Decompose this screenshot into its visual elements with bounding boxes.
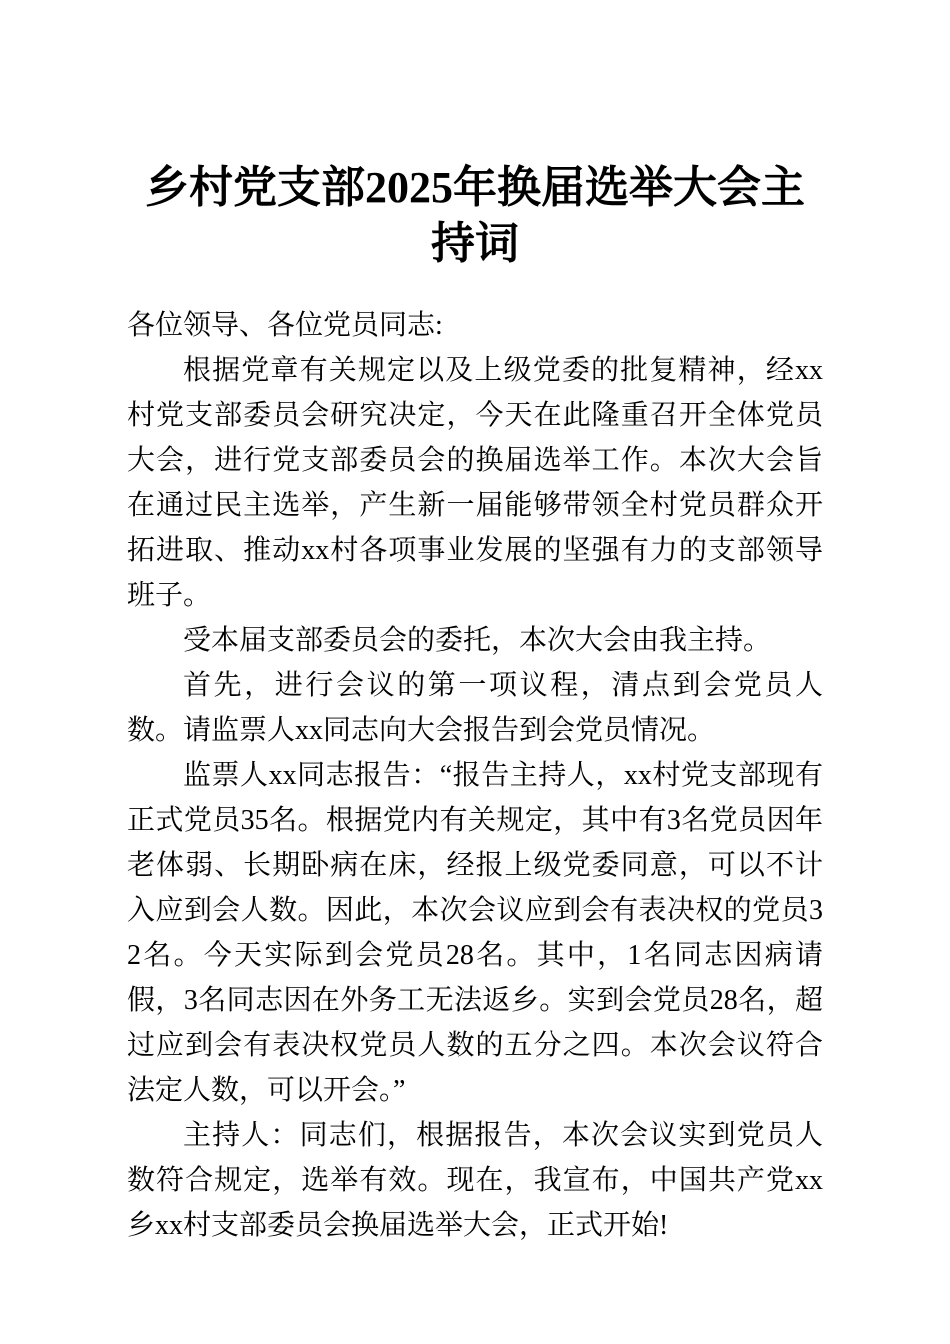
paragraph-teller-report: 监票人xx同志报告：“报告主持人，xx村党支部现有正式党员35名。根据党内有关规定，其中有3名党员因年老体弱、长期卧病在床，经报上级党委同意，可以不计入应到会人数。因此，本次会议应到会有表决权的党员32名。今天实际到会党员28名。其中，1名同志因病请假，3名同志因在外务工无法返乡。实到会党员28名，超过应到会有表决权党员人数的五分之四。本次会议符合法定人数，可以开会。” [127, 759, 823, 1106]
paragraph-first-agenda: 首先，进行会议的第一项议程，清点到会党员人数。请监票人xx同志向大会报告到会党员情况。 [127, 669, 823, 746]
paragraph-host-announcement: 主持人：同志们，根据报告，本次会议实到党员人数符合规定，选举有效。现在，我宣布，中国共产党xx乡xx村支部委员会换届选举大会，正式开始! [127, 1119, 823, 1241]
document-body [127, 303, 823, 1248]
paragraph-salutation: 各位领导、各位党员同志: [127, 309, 443, 341]
paragraph-opening: 根据党章有关规定以及上级党委的批复精神，经xx村党支部委员会研究决定，今天在此隆重召开全体党员大会，进行党支部委员会的换届选举工作。本次大会旨在通过民主选举，产生新一届能够带领全村党员群众开拓进取、推动xx村各项事业发展的坚强有力的支部领导班子。 [127, 354, 823, 611]
document-title: 乡村党支部2025年换届选举大会主持词 [145, 163, 805, 269]
paragraph-entrusted: 受本届支部委员会的委托，本次大会由我主持。 [183, 624, 772, 656]
